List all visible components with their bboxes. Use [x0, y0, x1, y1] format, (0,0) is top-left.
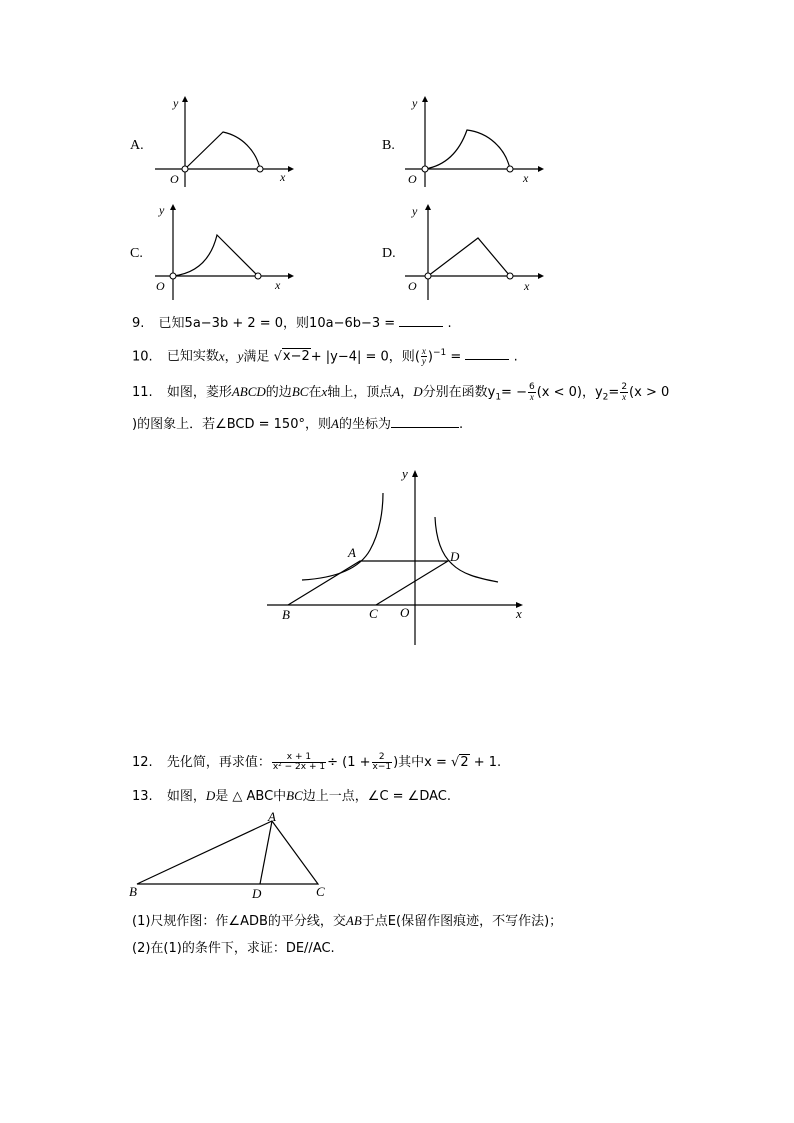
q11-x: x [321, 384, 328, 399]
q11-fig-a: A [348, 545, 356, 560]
q11-frac2-num: 2 [621, 382, 628, 392]
q11-figure [262, 460, 537, 650]
question-13 [132, 787, 451, 806]
q11-text-c: 在 [308, 385, 322, 400]
q13-fig-a: A [268, 809, 276, 824]
q11-sub-1: 1 [495, 392, 502, 403]
q13-part-1 [132, 912, 562, 931]
q13-fig-c: C [316, 884, 325, 899]
q10-radicand: x−2 [282, 349, 310, 365]
option-b-x: x [523, 171, 529, 185]
q10-text-c: + |y−4| = 0，则 [310, 349, 415, 365]
q11-text-line2-b: 的坐标为 [338, 417, 391, 432]
q13-figure [125, 808, 345, 903]
q11-text-h: = [608, 385, 620, 400]
option-c-o: O [156, 279, 165, 293]
q11-sub-2: 2 [602, 392, 609, 403]
question-11-line-1 [132, 383, 669, 407]
q9-end: . [447, 316, 452, 331]
option-a-graph [150, 92, 300, 187]
q12-text-b: )其中x = [393, 755, 447, 770]
q10-frac-num: x [421, 346, 426, 357]
q11-frac2-den: x [622, 392, 627, 402]
q11-a: A [392, 384, 401, 399]
q9-text: 已知5a−3b + 2 = 0，则10a−6b−3 = [158, 316, 396, 331]
option-c-x: x [275, 278, 281, 292]
option-d-label: D. [382, 246, 396, 261]
question-10: 10. 已知实数x，y满足 √x−2+ |y−4| = 0，则( $\frac{x}{y}$ )$^{-1}$ = . [132, 346, 518, 367]
option-c-y: y [159, 203, 165, 217]
q13-d: D [205, 788, 216, 803]
q11-text-d: 轴上，顶点 [327, 385, 393, 400]
option-c-label: C. [130, 246, 143, 261]
q13-text-b: 是 △ ABC中 [215, 789, 287, 804]
q11-text-line2-a: )的图象上．若∠BCD = 150°，则 [132, 417, 331, 432]
q10-eq: = [450, 349, 462, 365]
q11-d: D [413, 384, 423, 399]
q10-frac-den: y [421, 356, 426, 367]
option-b-label: B. [382, 138, 395, 153]
q10-var-x: x [218, 348, 225, 364]
option-a-x: x [280, 170, 286, 184]
q11-answer-blank[interactable] [391, 415, 459, 428]
q11-fig-o: O [400, 605, 410, 620]
option-d-x: x [524, 279, 530, 293]
q12-f1-den: x² − 2x + 1 [272, 762, 326, 772]
q11-fraction-1 [528, 383, 536, 402]
q12-f2-den: x−1 [372, 762, 392, 772]
q12-radicand: 2 [460, 755, 469, 770]
q11-text-f: = − [501, 385, 527, 400]
q11-text-a: 如图，菱形 [166, 385, 232, 400]
q12-f1-num: x + 1 [272, 753, 326, 763]
q13-fig-d: D [252, 886, 262, 901]
q10-end: . [513, 349, 518, 365]
q11-text-e: 分别在函数y [422, 385, 496, 400]
question-9 [132, 314, 452, 333]
q13-number: 13. [132, 789, 153, 804]
option-b-y: y [412, 96, 418, 110]
q10-exponent: −1 [432, 348, 447, 358]
q12-fraction-1 [272, 753, 326, 772]
q9-number: 9. [132, 316, 145, 331]
q11-fig-x: x [516, 606, 522, 621]
q11-fig-d: D [450, 549, 460, 564]
q12-radical: √2 [451, 755, 469, 770]
q13-ab: AB [345, 913, 362, 928]
q11-frac1-num: 6 [528, 382, 535, 392]
q12-text-c: + 1. [473, 755, 502, 770]
q12-text-a: 先化简，再求值： [166, 755, 271, 770]
option-d-graph [400, 200, 550, 300]
q11-fraction-2 [620, 383, 628, 402]
option-c-graph [150, 200, 300, 300]
question-12 [132, 753, 501, 772]
q10-var-y: y [237, 348, 244, 364]
option-d-o: O [408, 279, 417, 293]
q11-fig-y: y [402, 466, 408, 481]
q10-text-a: 已知实数 [166, 349, 219, 365]
q12-f2-num: 2 [372, 753, 393, 763]
q10-fraction [421, 347, 427, 366]
q11-comma: ， [400, 385, 414, 400]
q10-radical: √x−2 [273, 349, 310, 365]
option-b-graph [400, 92, 550, 187]
q11-a-2: A [330, 416, 339, 431]
q11-fig-c: C [369, 606, 378, 621]
option-a-y: y [173, 96, 179, 110]
q10-answer-blank[interactable] [465, 347, 509, 360]
q11-text-b: 的边 [265, 385, 292, 400]
q11-number: 11. [132, 385, 153, 400]
q10-text-b: 满足 [243, 349, 270, 365]
q13-part-2: (2)在(1)的条件下，求证：DE//AC. [132, 941, 335, 956]
q13-bc: BC [286, 788, 303, 803]
q11-fig-b: B [282, 607, 290, 622]
q12-number: 12. [132, 755, 153, 770]
q13-text-c: 边上一点，∠C = ∠DAC. [302, 789, 451, 804]
option-a-o: O [170, 172, 179, 186]
q11-text-g: (x < 0)，y [536, 385, 603, 400]
q13-p1-text-b: 于点E(保留作图痕迹，不写作法)； [361, 914, 563, 929]
q13-fig-b: B [129, 884, 137, 899]
q12-mid: ÷ (1 + [327, 755, 371, 770]
q11-bc: BC [291, 384, 309, 399]
option-a-label: A. [130, 138, 144, 153]
q9-answer-blank[interactable] [399, 314, 443, 327]
q10-sep: ， [224, 349, 238, 365]
q13-p1-text-a: (1)尺规作图：作∠ADB的平分线，交 [132, 914, 346, 929]
q13-text-a: 如图， [166, 789, 206, 804]
q11-abcd: ABCD [231, 384, 266, 399]
q12-fraction-2 [372, 753, 393, 772]
option-d-y: y [412, 204, 418, 218]
q11-text-i: (x > 0 [629, 385, 670, 400]
q11-end: . [458, 417, 464, 432]
q10-number: 10. [132, 349, 153, 365]
question-11-line-2 [132, 415, 463, 434]
q11-frac1-den: x [529, 392, 534, 402]
option-b-o: O [408, 172, 417, 186]
